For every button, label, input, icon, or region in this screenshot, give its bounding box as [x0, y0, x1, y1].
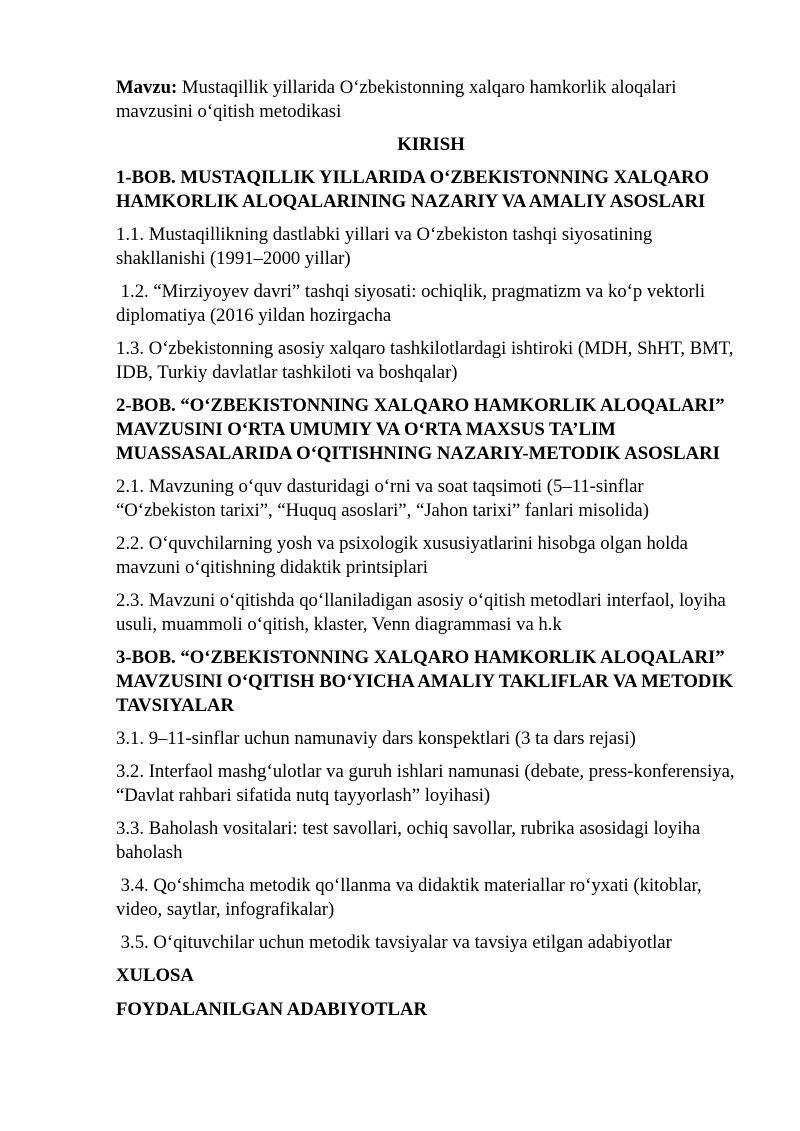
- section-3-4: 3.4. Qo‘shimcha metodik qo‘llanma va didaktik materiallar ro‘yxati (kitoblar, video, saytlar, infografikalar): [116, 875, 702, 920]
- intro-heading: KIRISH: [397, 134, 465, 155]
- topic-label: Mavzu:: [116, 77, 178, 98]
- section-1-3: 1.3. O‘zbekistonning asosiy xalqaro tashkilotlardagi ishtiroki (MDH, ShHT, BMT, IDB, Turkiy davlatlar tashkiloti va boshqalar): [116, 338, 734, 383]
- chapter-3-title: 3-BOB. “O‘ZBEKISTONNING XALQARO HAMKORLIK ALOQALARI” MAVZUSINI O‘QITISH BO‘YICHA AMALIY TAKLIFLAR VA METODIK TAVSIYALAR: [116, 647, 734, 716]
- chapter-2-title: 2-BOB. “O‘ZBEKISTONNING XALQARO HAMKORLIK ALOQALARI” MAVZUSINI O‘RTA UMUMIY VA O‘RTA MAXSUS TA’LIM MUASSASALARIDA O‘QITISHNING NAZARIY-METODIK ASOSLARI: [116, 395, 725, 464]
- section-3-5: 3.5. O‘qituvchilar uchun metodik tavsiyalar va tavsiya etilgan adabiyotlar: [120, 932, 672, 953]
- section-2-1: 2.1. Mavzuning o‘quv dasturidagi o‘rni va soat taqsimoti (5–11-sinflar “O‘zbekiston tarixi”, “Huquq asoslari”, “Jahon tarixi” fanlari misolida): [116, 476, 649, 521]
- section-1-1: 1.1. Mustaqillikning dastlabki yillari va O‘zbekiston tashqi siyosatining shakllanishi (1991–2000 yillar): [116, 224, 653, 269]
- topic-line: [116, 76, 746, 124]
- section-2-3: 2.3. Mavzuni o‘qitishda qo‘llaniladigan asosiy o‘qitish metodlari interfaol, loyiha usuli, muammoli o‘qitish, klaster, Venn diagrammasi va h.k: [116, 590, 726, 635]
- chapter-1-title: 1-BOB. MUSTAQILLIK YILLARIDA O‘ZBEKISTONNING XALQARO HAMKORLIK ALOQALARINING NAZARIY VA AMALIY ASOSLARI: [116, 167, 710, 212]
- section-3-3: 3.3. Baholash vositalari: test savollari, ochiq savollar, rubrika asosidagi loyiha baholash: [116, 818, 701, 863]
- references-heading: FOYDALANILGAN ADABIYOTLAR: [116, 999, 427, 1020]
- section-2-2: 2.2. O‘quvchilarning yosh va psixologik xususiyatlarini hisobga olgan holda mavzuni o‘qitishning didaktik printsiplari: [116, 533, 688, 578]
- section-1-2: 1.2. “Mirziyoyev davri” tashqi siyosati: ochiqlik, pragmatizm va ko‘p vektorli diplomatiya (2016 yildan hozirgacha: [116, 281, 706, 326]
- section-3-1: 3.1. 9–11-sinflar uchun namunaviy dars konspektlari (3 ta dars rejasi): [116, 728, 636, 749]
- section-3-2: 3.2. Interfaol mashg‘ulotlar va guruh ishlari namunasi (debate, press-konferensiya, “Davlat rahbari sifatida nutq tayyorlash” loyihasi): [116, 761, 735, 806]
- conclusion-heading: XULOSA: [116, 965, 194, 986]
- topic-text: Mustaqillik yillarida O‘zbekistonning xalqaro hamkorlik aloqalari mavzusini o‘qitish metodikasi: [116, 77, 677, 122]
- document-content: [116, 76, 746, 1032]
